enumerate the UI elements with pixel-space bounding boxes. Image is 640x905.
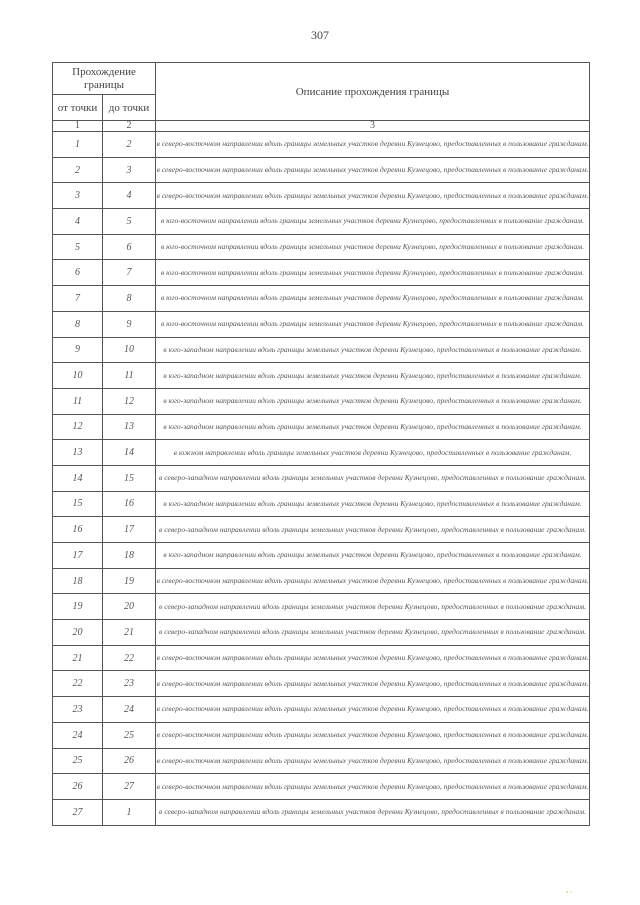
- to-point-cell: 3: [103, 157, 156, 183]
- from-point-cell: 2: [53, 157, 103, 183]
- table-row: [53, 311, 590, 337]
- to-point-cell: 14: [103, 440, 156, 466]
- table-row: [53, 234, 590, 260]
- from-point-cell: 22: [53, 671, 103, 697]
- description-cell: в юго-западном направлении вдоль границы земельных участков деревни Кузнецово, предоставленных в пользование гражданам.: [156, 491, 590, 517]
- to-point-cell: 20: [103, 594, 156, 620]
- from-point-cell: 16: [53, 517, 103, 543]
- column-index: 2: [103, 121, 156, 132]
- description-cell: в северо-западном направлении вдоль границы земельных участков деревни Кузнецово, предоставленных в пользование гражданам.: [156, 620, 590, 646]
- from-point-cell: 15: [53, 491, 103, 517]
- column-index: 3: [156, 121, 590, 132]
- description-cell: в северо-восточном направлении вдоль границы земельных участков деревни Кузнецово, предоставленных в пользование гражданам.: [156, 748, 590, 774]
- table-row: [53, 414, 590, 440]
- to-point-cell: 23: [103, 671, 156, 697]
- description-cell: в юго-западном направлении вдоль границы земельных участков деревни Кузнецово, предоставленных в пользование гражданам.: [156, 363, 590, 389]
- description-cell: в северо-западном направлении вдоль границы земельных участков деревни Кузнецово, предоставленных в пользование гражданам.: [156, 799, 590, 825]
- from-point-cell: 24: [53, 722, 103, 748]
- description-cell: в юго-западном направлении вдоль границы земельных участков деревни Кузнецово, предоставленных в пользование гражданам.: [156, 388, 590, 414]
- from-point-cell: 7: [53, 286, 103, 312]
- to-point-cell: 17: [103, 517, 156, 543]
- description-cell: в северо-восточном направлении вдоль границы земельных участков деревни Кузнецово, предоставленных в пользование гражданам.: [156, 183, 590, 209]
- table-row: [53, 209, 590, 235]
- table-row: [53, 465, 590, 491]
- table-row: [53, 286, 590, 312]
- from-point-cell: 3: [53, 183, 103, 209]
- to-point-cell: 13: [103, 414, 156, 440]
- page-number: 307: [311, 28, 329, 42]
- description-cell: в северо-восточном направлении вдоль границы земельных участков деревни Кузнецово, предоставленных в пользование гражданам.: [156, 132, 590, 158]
- description-cell: в северо-западном направлении вдоль границы земельных участков деревни Кузнецово, предоставленных в пользование гражданам.: [156, 465, 590, 491]
- header-from-point: от точки: [53, 95, 103, 121]
- to-point-cell: 5: [103, 209, 156, 235]
- to-point-cell: 9: [103, 311, 156, 337]
- description-cell: в юго-восточном направлении вдоль границы земельных участков деревни Кузнецово, предоставленных в пользование гражданам.: [156, 209, 590, 235]
- table-row: [53, 722, 590, 748]
- table-row: [53, 697, 590, 723]
- table-row: [53, 388, 590, 414]
- table-row: [53, 774, 590, 800]
- from-point-cell: 13: [53, 440, 103, 466]
- to-point-cell: 18: [103, 543, 156, 569]
- from-point-cell: 17: [53, 543, 103, 569]
- table-row: [53, 440, 590, 466]
- to-point-cell: 22: [103, 645, 156, 671]
- from-point-cell: 5: [53, 234, 103, 260]
- to-point-cell: 12: [103, 388, 156, 414]
- description-cell: в юго-восточном направлении вдоль границы земельных участков деревни Кузнецово, предоставленных в пользование гражданам.: [156, 311, 590, 337]
- table-row: [53, 363, 590, 389]
- description-cell: в южном направлении вдоль границы земельных участков деревни Кузнецово, предоставленных в пользование гражданам.: [156, 440, 590, 466]
- description-cell: в северо-восточном направлении вдоль границы земельных участков деревни Кузнецово, предоставленных в пользование гражданам.: [156, 722, 590, 748]
- to-point-cell: 4: [103, 183, 156, 209]
- table-row: [53, 748, 590, 774]
- from-point-cell: 11: [53, 388, 103, 414]
- description-cell: в юго-восточном направлении вдоль границы земельных участков деревни Кузнецово, предоставленных в пользование гражданам.: [156, 260, 590, 286]
- from-point-cell: 25: [53, 748, 103, 774]
- table-row: [53, 543, 590, 569]
- to-point-cell: 27: [103, 774, 156, 800]
- description-cell: в юго-западном направлении вдоль границы земельных участков деревни Кузнецово, предоставленных в пользование гражданам.: [156, 543, 590, 569]
- to-point-cell: 16: [103, 491, 156, 517]
- description-cell: в северо-западном направлении вдоль границы земельных участков деревни Кузнецово, предоставленных в пользование гражданам.: [156, 594, 590, 620]
- from-point-cell: 20: [53, 620, 103, 646]
- from-point-cell: 21: [53, 645, 103, 671]
- table-row: [53, 183, 590, 209]
- to-point-cell: 7: [103, 260, 156, 286]
- table-row: [53, 491, 590, 517]
- to-point-cell: 21: [103, 620, 156, 646]
- description-cell: в северо-восточном направлении вдоль границы земельных участков деревни Кузнецово, предоставленных в пользование гражданам.: [156, 568, 590, 594]
- table-row: [53, 620, 590, 646]
- description-cell: в юго-западном направлении вдоль границы земельных участков деревни Кузнецово, предоставленных в пользование гражданам.: [156, 414, 590, 440]
- description-cell: в северо-восточном направлении вдоль границы земельных участков деревни Кузнецово, предоставленных в пользование гражданам.: [156, 774, 590, 800]
- from-point-cell: 12: [53, 414, 103, 440]
- table-row: [53, 594, 590, 620]
- description-cell: в юго-восточном направлении вдоль границы земельных участков деревни Кузнецово, предоставленных в пользование гражданам.: [156, 234, 590, 260]
- table-row: [53, 157, 590, 183]
- scan-mark: ▪ ▫: [566, 890, 572, 896]
- header-boundary-passage: Прохождение границы: [53, 63, 156, 95]
- from-point-cell: 10: [53, 363, 103, 389]
- from-point-cell: 26: [53, 774, 103, 800]
- table-row: [53, 568, 590, 594]
- description-cell: в северо-восточном направлении вдоль границы земельных участков деревни Кузнецово, предоставленных в пользование гражданам.: [156, 157, 590, 183]
- from-point-cell: 9: [53, 337, 103, 363]
- from-point-cell: 27: [53, 799, 103, 825]
- from-point-cell: 23: [53, 697, 103, 723]
- from-point-cell: 14: [53, 465, 103, 491]
- description-cell: в северо-восточном направлении вдоль границы земельных участков деревни Кузнецово, предоставленных в пользование гражданам.: [156, 697, 590, 723]
- to-point-cell: 8: [103, 286, 156, 312]
- to-point-cell: 26: [103, 748, 156, 774]
- table-row: [53, 799, 590, 825]
- from-point-cell: 19: [53, 594, 103, 620]
- to-point-cell: 24: [103, 697, 156, 723]
- from-point-cell: 4: [53, 209, 103, 235]
- from-point-cell: 8: [53, 311, 103, 337]
- column-index: 1: [53, 121, 103, 132]
- table-row: [53, 671, 590, 697]
- to-point-cell: 10: [103, 337, 156, 363]
- boundary-table: [52, 62, 590, 826]
- to-point-cell: 1: [103, 799, 156, 825]
- table-row: [53, 645, 590, 671]
- to-point-cell: 11: [103, 363, 156, 389]
- to-point-cell: 19: [103, 568, 156, 594]
- description-cell: в северо-восточном направлении вдоль границы земельных участков деревни Кузнецово, предоставленных в пользование гражданам.: [156, 671, 590, 697]
- to-point-cell: 15: [103, 465, 156, 491]
- to-point-cell: 6: [103, 234, 156, 260]
- table-row: [53, 132, 590, 158]
- header-to-point: до точки: [103, 95, 156, 121]
- description-cell: в северо-восточном направлении вдоль границы земельных участков деревни Кузнецово, предоставленных в пользование гражданам.: [156, 645, 590, 671]
- table-row: [53, 260, 590, 286]
- header-boundary-description: Описание прохождения границы: [156, 63, 590, 121]
- from-point-cell: 6: [53, 260, 103, 286]
- table-row: [53, 337, 590, 363]
- from-point-cell: 18: [53, 568, 103, 594]
- table-row: [53, 517, 590, 543]
- to-point-cell: 2: [103, 132, 156, 158]
- from-point-cell: 1: [53, 132, 103, 158]
- to-point-cell: 25: [103, 722, 156, 748]
- description-cell: в юго-западном направлении вдоль границы земельных участков деревни Кузнецово, предоставленных в пользование гражданам.: [156, 337, 590, 363]
- description-cell: в юго-восточном направлении вдоль границы земельных участков деревни Кузнецово, предоставленных в пользование гражданам.: [156, 286, 590, 312]
- description-cell: в северо-западном направлении вдоль границы земельных участков деревни Кузнецово, предоставленных в пользование гражданам.: [156, 517, 590, 543]
